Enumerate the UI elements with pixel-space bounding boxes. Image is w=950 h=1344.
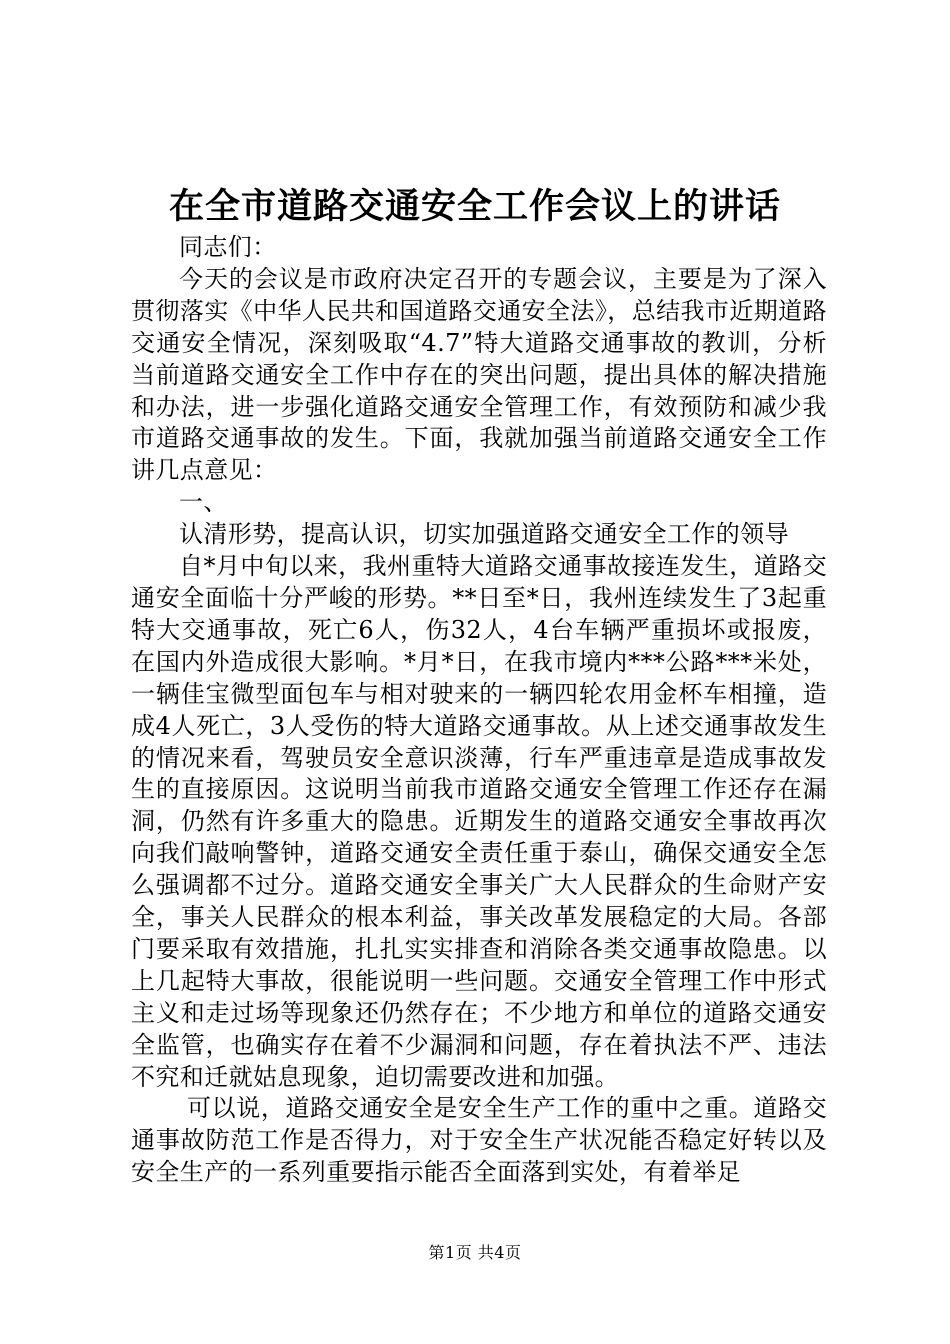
- section-number: 一、: [179, 488, 228, 517]
- document-title: 在全市道路交通安全工作会议上的讲话: [168, 186, 781, 227]
- paragraph-intro: 今天的会议是市政府决定召开的专题会议，主要是为了深入贯彻落实《中华人民共和国道路交通安全法》，总结我市近期道路交通安全情况，深刻吸取“4.7”特大道路交通事故的教训，分析当前道路交通安全工作中存在的突出问题，提出具体的解决措施和办法，进一步强化道路交通安全管理工作，有效预防和减少我市道路交通事故的发生。下面，我就加强当前道路交通安全工作讲几点意见：: [131, 264, 827, 485]
- document-body: [131, 232, 827, 1189]
- paragraph-situation: 自*月中旬以来，我州重特大道路交通事故接连发生，道路交通安全面临十分严峻的形势。**日至*日，我州连续发生了3起重特大交通事故，死亡6人，伤32人，4台车辆严重损坏或报废，在国内外造成很大影响。*月*日，在我市境内***公路***米处，一辆佳宝微型面包车与相对驶来的一辆四轮农用金杯车相撞，造成4人死亡，3人受伤的特大道路交通事故。从上述交通事故发生的情况来看，驾驶员安全意识淡薄，行车严重违章是造成事故发生的直接原因。这说明当前我市道路交通安全管理工作还存在漏洞，仍然有许多重大的隐患。近期发生的道路交通安全事故再次向我们敲响警钟，道路交通安全责任重于泰山，确保交通安全怎么强调都不过分。道路交通安全事关广大人民群众的生命财产安全，事关人民群众的根本利益，事关改革发展稳定的大局。各部门要采取有效措施，扎扎实实排查和消除各类交通事故隐患。以上几起特大事故，很能说明一些问题。交通安全管理工作中形式主义和走过场等现象还仍然存在；不少地方和单位的道路交通安全监管，也确实存在着不少漏洞和问题，存在着执法不严、违法不究和迁就姑息现象，迫切需要改进和加强。: [131, 552, 827, 1091]
- salutation: 同志们：: [179, 233, 277, 261]
- section-heading: 认清形势，提高认识，切实加强道路交通安全工作的领导: [179, 520, 789, 549]
- paragraph-importance: 可以说，道路交通安全是安全生产工作的重中之重。道路交通事故防范工作是否得力，对于安全生产状况能否稳定好转以及安全生产的一系列重要指示能否全面落到实处，有着举足: [131, 1094, 827, 1187]
- page-indicator: 第1页 共4页: [428, 1243, 522, 1262]
